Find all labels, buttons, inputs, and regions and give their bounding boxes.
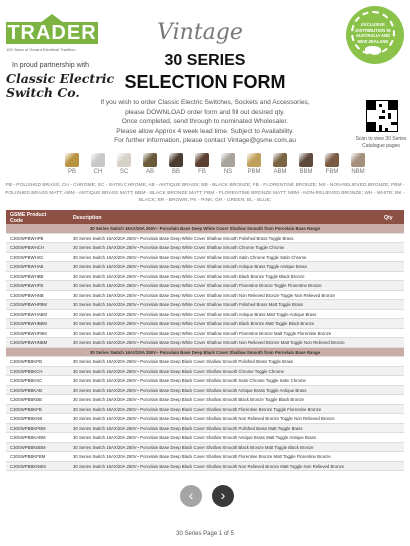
table-row: [6, 329, 404, 339]
table-row: [6, 386, 404, 396]
finish-swatch-image: [221, 153, 235, 167]
description-cell: 30 Series Switch 16AX/20A 250V~ Porcelain Base Deep White Cover Shallow Smooth Black Bronze Matt Toggle Black Bronze: [73, 321, 315, 327]
product-code-cell: C30SWPBBKSC: [10, 378, 43, 384]
column-header-code: GSME Product Code: [10, 212, 47, 224]
finish-swatch: [216, 153, 240, 175]
finish-swatch-label: ABM: [273, 169, 287, 175]
product-code-cell: C30SWPBBKPB: [10, 359, 42, 365]
product-code-cell: C30SWPBBKCH: [10, 368, 43, 374]
product-code-cell: C30SWPBWHCH: [10, 245, 44, 251]
table-header: [6, 210, 404, 224]
finish-swatch-image: [247, 153, 261, 167]
product-code-cell: C30SWPBBKBBM: [10, 444, 46, 450]
finish-swatch-image: [91, 153, 105, 167]
description-cell: 30 Series Switch 16AX/20A 250V~ Porcelain Base Deep Black Cover Shallow Smooth Florentine Bronze Toggle Florentine Bronze: [73, 406, 322, 412]
product-code-cell: C30SWPBBKABM: [10, 435, 46, 441]
finish-swatch-image: [143, 153, 157, 167]
finish-swatch-image: [195, 153, 209, 167]
product-code-cell: C30SWPBWHPB: [10, 235, 44, 241]
table-row: [6, 319, 404, 329]
table-row: [6, 405, 404, 415]
finish-swatch-image: [169, 153, 183, 167]
finish-swatch: [346, 153, 370, 175]
table-row: [6, 443, 404, 453]
product-code-cell: C30SWPBWHFBM: [10, 330, 47, 336]
finish-swatch-label: PB: [67, 169, 76, 175]
finish-swatch: [294, 153, 318, 175]
product-code-cell: C30SWPBWHABM: [10, 311, 48, 317]
qr-code[interactable]: [366, 100, 398, 132]
table-row: [6, 424, 404, 434]
chevron-right-icon[interactable]: ›: [212, 485, 234, 507]
table-row: [6, 462, 404, 472]
description-cell: 30 Series Switch 16AX/20A 250V~ Porcelain Base Deep Black Cover Shallow Smooth Polished Brass Toggle Brass: [73, 359, 294, 365]
section-row: [6, 224, 404, 234]
table-body: [6, 224, 404, 471]
description-cell: 30 Series Switch 16AX/20A 250V~ Porcelain Base Deep Black Cover Shallow Smooth Polished Brass Matt Toggle Brass: [73, 425, 303, 431]
instruction-line: If you wish to order Classic Electric Switches, Sockets and Accessories,: [100, 99, 310, 106]
description-cell: 30 Series Switch 16AX/20A 250V~ Porcelain Base Deep Black Cover Shallow Smooth Florentine Bronze Matt Toggle Florentine Bronze: [73, 454, 331, 460]
finish-swatch-label: FB: [198, 169, 206, 175]
description-cell: 30 Series Switch 16AX/20A 250V~ Porcelain Base Deep White Cover Shallow Smooth Chrome Toggle Chrome: [73, 245, 285, 251]
section-row: [6, 348, 404, 358]
table-row: [6, 234, 404, 244]
description-cell: 30 Series Switch 16AX/20A 250V~ Porcelain Base Deep White Cover Shallow Smooth Satin Chrome Toggle Satin Chrome: [73, 254, 307, 260]
vintage-script-title: Vintage: [157, 20, 243, 45]
finish-swatch: [86, 153, 110, 175]
qr-module: [388, 101, 397, 110]
product-code-cell: C30SWPBWHAB: [10, 264, 44, 270]
product-code-cell: C30SWPBWHSC: [10, 254, 44, 260]
description-cell: 30 Series Switch 16AX/20A 250V~ Porcelain Base Deep Black Cover Shallow Smooth Non Relieved Bronze Toggle Non Relieved Bronze: [73, 416, 335, 422]
table-row: [6, 310, 404, 320]
product-code-cell: C30SWPBWHBB: [10, 273, 44, 279]
finish-swatch-label: FBM: [325, 169, 339, 175]
description-cell: 30 Series Switch 16AX/20A 250V~ Porcelain Base Deep White Cover Shallow Smooth Florentine Bronze Matt Toggle Florentine Bronze: [73, 330, 332, 336]
instruction-line: please DOWNLOAD order form and fill out desired qty.: [125, 108, 285, 116]
qr-module: [379, 125, 382, 131]
description-cell: 30 Series Switch 16AX/20A 250V~ Porcelain Base Deep Black Cover Shallow Smooth Satin Chrome Toggle Satin Chrome: [73, 378, 306, 384]
page-title: SELECTION FORM: [124, 72, 286, 92]
table-row: [6, 395, 404, 405]
description-cell: 30 Series Switch 16AX/20A 250V~ Porcelain Base Deep White Cover Shallow Smooth Florentine Bronze Toggle Florentine Bronze: [73, 283, 322, 289]
description-cell: 30 Series Switch 16AX/20A 250V~ Porcelain Base Deep White Cover Shallow Smooth Non Relieved Bronze Matt Toggle Non Relieved Bronze: [73, 340, 345, 346]
description-cell: 30 Series Switch 16AX/20A 250V~ Porcelain Base Deep Black Cover Shallow Smooth Non Relieved Bronze Matt Toggle Non Relieved Bronze: [73, 463, 345, 469]
finish-swatch: [138, 153, 162, 175]
qr-module: [385, 128, 388, 131]
partner-brand-name: Classic Electric Switch Co.: [6, 71, 115, 100]
product-code-cell: C30SWPBWHNB: [10, 292, 44, 298]
description-cell: 30 Series Switch 16AX/20A 250V~ Porcelain Base Deep Black Cover Shallow Smooth Black Bronze Toggle Black Bronze: [73, 397, 305, 403]
description-cell: 30 Series Switch 16AX/20A 250V~ Porcelain Base Deep Black Cover Shallow Smooth Black Bronze Matt Toggle Black Bronze: [73, 444, 314, 450]
instruction-line: Please allow Approx 4 week lead time. Subject to Availability.: [116, 127, 294, 135]
finish-swatch-label: AB: [145, 169, 154, 175]
product-code-cell: C30SWPBBKPBM: [10, 425, 46, 431]
order-instructions: [88, 98, 322, 146]
badge-label: EXCLUSIVE DISTRIBUTION IN AUSTRALIA AND NEW ZEALAND: [355, 22, 391, 44]
finish-swatch-label: BBM: [299, 169, 313, 175]
finish-legend: PB - POLISHED BRASS; CH - CHROME; SC - SATIN CHROME; AB - ANTIQUE BRASS; BB - BLACK BRONZE; FB - FLORENTINE BRONZE; NS - NON-RELIEVED BRONZE; PBM - POLISHED BRASS MATT; ABM - ANTIQUE BRASS MATT; BBM - BLACK BRONZE MATT; FBM - FLORENTINE BRONZE MATT; NBM - NON-RELIEVED BRONZE; WH - WHITE; BK - BLACK; BR - BROWN; PK - PINK; GR - GREEN; BL - BLUE;: [5, 183, 405, 203]
table-row: [6, 272, 404, 282]
table-row: [6, 253, 404, 263]
description-cell: 30 Series Switch 16AX/20A 250V~ Porcelain Base Deep Black Cover Shallow Smooth Antique Brass Matt Toggle Antique Brass: [73, 435, 316, 441]
partnership-label: In proud partnership with: [12, 62, 90, 69]
finish-swatch-label: SC: [119, 169, 129, 175]
finish-swatch-image: [117, 153, 131, 167]
qr-module: [379, 116, 385, 119]
finish-swatch-image: [325, 153, 339, 167]
description-cell: 30 Series Switch 16AX/20A 250V~ Porcelain Base Deep White Cover Shallow Smooth Black Bronze Toggle Black Bronze: [73, 273, 305, 279]
table-row: [6, 262, 404, 272]
product-code-cell: C30SWPBWHFB: [10, 283, 44, 289]
product-code-cell: C30SWPBBKFBM: [10, 454, 46, 460]
instruction-line: Once completed, send through to nominated Wholesaler.: [121, 118, 289, 125]
finish-swatch-label: BB: [171, 169, 180, 175]
description-cell: 30 Series Switch 16AX/20A 250V~ Porcelain Base Deep White Cover Shallow Smooth Antique Brass Matt Toggle Antique Brass: [73, 311, 317, 317]
qr-module: [382, 110, 385, 113]
logo-wordmark: TRADER: [7, 22, 97, 44]
product-table: [6, 210, 404, 471]
product-code-cell: C30SWPBBKAB: [10, 387, 42, 393]
trader-logo: [6, 18, 98, 58]
table-row: [6, 414, 404, 424]
qr-caption: Scan to view 30 Series Catalogue pages: [355, 136, 407, 149]
table-row: [6, 300, 404, 310]
finish-swatch-image: [351, 153, 365, 167]
series-title: 30 SERIES: [164, 52, 246, 69]
finish-swatch-image: [65, 153, 79, 167]
finish-swatch-label: NS: [223, 169, 233, 175]
description-cell: 30 Series Switch 16AX/20A 250V~ Porcelain Base Deep White Cover Shallow Smooth Antique Brass Toggle Antique Brass: [73, 264, 307, 270]
finish-swatch: [268, 153, 292, 175]
finish-swatch-label: CH: [93, 169, 103, 175]
finish-swatch: [320, 153, 344, 175]
description-cell: 30 Series Switch 16AX/20A 250V~ Porcelain Base Deep White Cover Shallow Smooth from Porcelain Base Range: [89, 226, 321, 231]
description-cell: 30 Series Switch 16AX/20A 250V~ Porcelain Base Deep White Cover Shallow Smooth Polished Brass Matt Toggle Brass: [73, 302, 304, 308]
qr-module: [379, 104, 382, 107]
table-row: [6, 338, 404, 348]
table-row: [6, 452, 404, 462]
qr-module: [367, 101, 376, 110]
description-cell: 30 Series Switch 16AX/20A 250V~ Porcelain Base Deep Black Cover Shallow Smooth Chrome Toggle Chrome: [73, 368, 284, 374]
finish-swatch: [190, 153, 214, 175]
instruction-line[interactable]: For further information, please contact Vintage@gsme.com.au: [114, 137, 296, 144]
table-row: [6, 433, 404, 443]
logo-tagline: 100 Years of Gerard Electrical Tradition: [6, 47, 76, 52]
qr-module: [391, 122, 397, 125]
qr-module: [388, 113, 391, 119]
description-cell: 30 Series Switch 16AX/20A 250V~ Porcelain Base Deep Black Cover Shallow Smooth from Porcelain Base Range: [90, 349, 320, 355]
finish-swatches: [60, 153, 370, 183]
product-code-cell: C30SWPBBKFB: [10, 406, 42, 412]
product-code-cell: C30SWPBBKBB: [10, 397, 42, 403]
table-row: [6, 376, 404, 386]
distribution-badge: [346, 6, 404, 64]
qr-module: [367, 122, 376, 131]
finish-swatch-image: [273, 153, 287, 167]
finish-swatch-label: NBM: [351, 169, 365, 175]
finish-swatch-label: PBM: [247, 169, 261, 175]
finish-swatch: [164, 153, 188, 175]
column-header-qty: Qty: [384, 215, 393, 221]
product-code-cell: C30SWPBBKNB: [10, 416, 43, 422]
description-cell: 30 Series Switch 16AX/20A 250V~ Porcelain Base Deep White Cover Shallow Smooth Polished Brass Toggle Brass: [73, 235, 294, 241]
page-footer: 30 Series Page 1 of 5: [176, 531, 234, 537]
finish-swatch: [60, 153, 84, 175]
description-cell: 30 Series Switch 16AX/20A 250V~ Porcelain Base Deep White Cover Shallow Smooth Non Relieved Bronze Toggle Non Relieved Bronze: [73, 292, 336, 298]
table-row: [6, 357, 404, 367]
product-code-cell: C30SWPBWHPBM: [10, 302, 48, 308]
description-cell: 30 Series Switch 16AX/20A 250V~ Porcelain Base Deep Black Cover Shallow Smooth Antique Brass Toggle Antique Brass: [73, 387, 307, 393]
chevron-left-icon[interactable]: ‹: [180, 485, 202, 507]
table-row: [6, 291, 404, 301]
finish-swatch: [242, 153, 266, 175]
badge-text: [351, 11, 395, 55]
finish-swatch: [112, 153, 136, 175]
finish-swatch-image: [299, 153, 313, 167]
column-header-description: Description: [73, 215, 102, 221]
product-code-cell: C30SWPBWHBBM: [10, 321, 48, 327]
table-row: [6, 281, 404, 291]
product-code-cell: C30SWPBBKNBM: [10, 463, 46, 469]
australia-map-icon: [365, 46, 381, 54]
table-row: [6, 367, 404, 377]
product-code-cell: C30SWPBWHNBM: [10, 340, 48, 346]
table-row: [6, 243, 404, 253]
